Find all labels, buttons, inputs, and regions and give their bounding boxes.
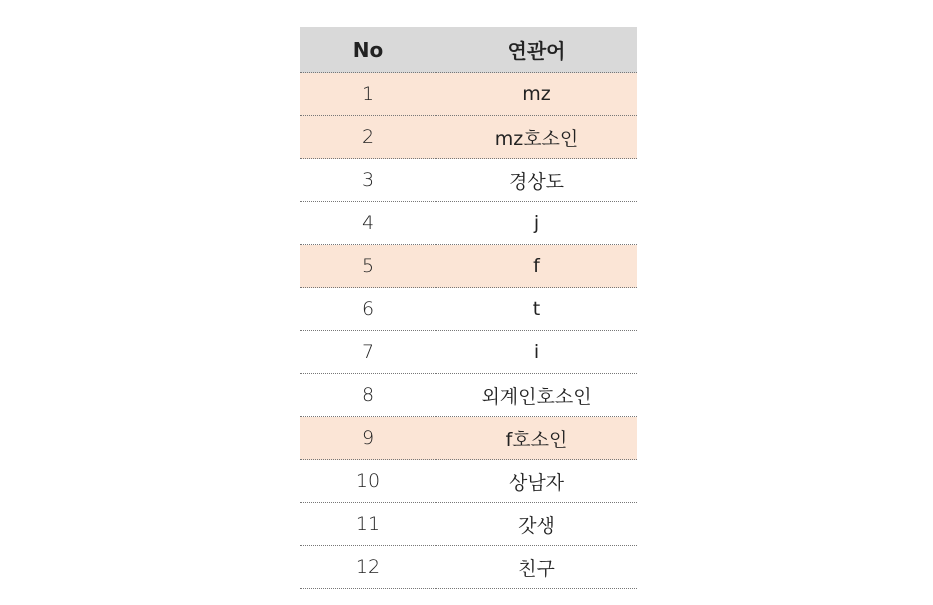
table-row: [300, 546, 637, 589]
table-row: [300, 503, 637, 546]
row-number: 4: [300, 202, 436, 245]
table-row: [300, 159, 637, 202]
row-number: 9: [300, 417, 436, 460]
table-row: [300, 288, 637, 331]
row-number: 1: [300, 73, 436, 116]
row-term: mz: [436, 73, 637, 116]
row-number: 7: [300, 331, 436, 374]
row-number: 6: [300, 288, 436, 331]
table-row: [300, 116, 637, 159]
row-term: f: [436, 245, 637, 288]
row-number: 5: [300, 245, 436, 288]
row-number: 12: [300, 546, 436, 589]
table-row: [300, 460, 637, 503]
row-term: 외계인호소인: [436, 374, 637, 417]
related-terms-table: [300, 27, 637, 589]
row-number: 2: [300, 116, 436, 159]
row-term: t: [436, 288, 637, 331]
row-term: 경상도: [436, 159, 637, 202]
row-number: 8: [300, 374, 436, 417]
table-row: [300, 245, 637, 288]
table-row: [300, 73, 637, 116]
table-row: [300, 417, 637, 460]
row-number: 11: [300, 503, 436, 546]
row-term: 갓생: [436, 503, 637, 546]
header-row: [300, 27, 637, 73]
row-term: mz호소인: [436, 116, 637, 159]
row-number: 3: [300, 159, 436, 202]
row-term: i: [436, 331, 637, 374]
table-row: [300, 374, 637, 417]
table-row: [300, 331, 637, 374]
row-term: 상남자: [436, 460, 637, 503]
table-row: [300, 202, 637, 245]
row-term: j: [436, 202, 637, 245]
header-term: 연관어: [436, 27, 637, 73]
row-number: 10: [300, 460, 436, 503]
row-term: f호소인: [436, 417, 637, 460]
header-no: No: [300, 27, 436, 73]
row-term: 친구: [436, 546, 637, 589]
